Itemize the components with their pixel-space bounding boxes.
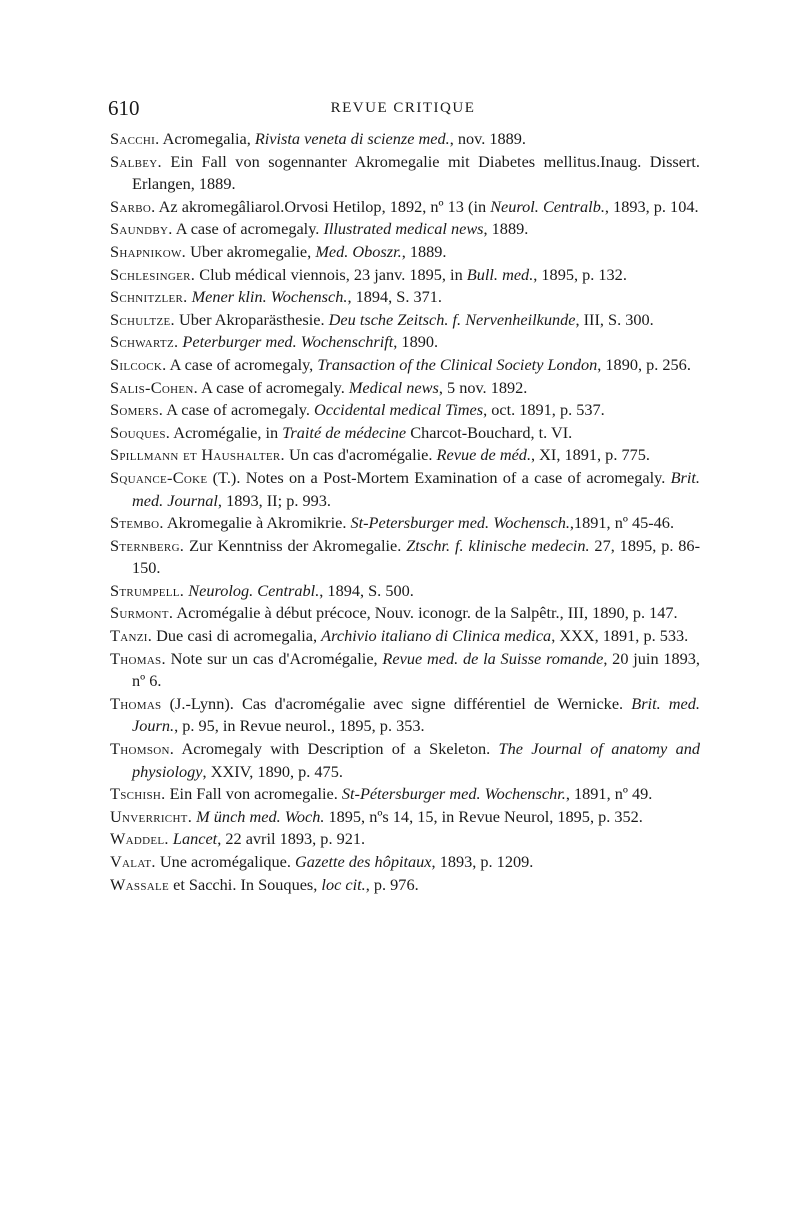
bibliography-entry [110, 241, 700, 264]
entry-rest: , p. 95, in Revue neurol., 1895, p. 353. [174, 716, 425, 736]
entry-title: Acromegaly with Description of a Skeleton. [174, 739, 499, 759]
entry-author: Tschish. [110, 784, 166, 804]
entry-journal: Traité de médecine [282, 422, 407, 442]
entry-author: Schwartz. [110, 332, 179, 352]
entry-rest: , 1893, p. 1209. [431, 852, 534, 871]
entry-author: Valat. [110, 852, 156, 871]
entry-title: Zur Kenntniss der Akromegalie. [184, 535, 407, 555]
entry-journal: The Journal of anatomy and physiology [132, 739, 700, 781]
entry-journal: Revue med. de la Suisse romande [382, 648, 604, 668]
entry-rest: , 1891, nº 49. [565, 784, 653, 804]
bibliography-entry [110, 309, 700, 332]
entry-journal: Medical news [348, 377, 439, 397]
bibliography-entry [110, 128, 700, 151]
bibliography-entry [110, 851, 700, 874]
entry-rest: 27, 1895, p. 86-150. [132, 535, 700, 578]
entry-journal: Peterburger med. Wochenschrift [182, 332, 394, 352]
entry-journal: Brit. med. Journ. [132, 693, 700, 736]
entry-author: Salbey. [110, 151, 162, 171]
entry-title: Az akromegâliarol.Orvosi Hetilop, 1892, nº 13 (in [155, 196, 491, 216]
entry-author: Silcock. [110, 354, 167, 374]
entry-rest: , 1890. [393, 332, 439, 352]
bibliography-entry [110, 580, 700, 603]
bibliography-entry [110, 625, 700, 648]
entry-journal: Transaction of the Clinical Society London [317, 354, 598, 374]
entry-author: Waddel. [110, 829, 169, 849]
entry-author: Stembo. [110, 513, 164, 533]
entry-rest: ,1891, nº 45-46. [569, 513, 675, 533]
entry-journal: Archivio italiano di Clinica medica [321, 626, 552, 646]
entry-journal: Neurol. Centralb. [490, 196, 605, 216]
entry-rest: , 1894, S. 500. [319, 580, 414, 600]
entry-journal: Deu tsche Zeitsch. f. Nervenheilkunde [328, 309, 576, 329]
entry-title: Note sur un cas d'Acromégalie, [165, 648, 383, 668]
entry-journal: Mener klin. Wochensch. [191, 287, 348, 307]
bibliography-entry [110, 264, 700, 287]
bibliography-entry [110, 828, 700, 851]
bibliography-entry [110, 444, 700, 467]
page-header [108, 96, 698, 122]
entry-author: Tanzi. [110, 626, 153, 646]
entry-journal: Bull. med. [466, 264, 534, 284]
entry-journal: Lancet [172, 829, 218, 849]
entry-author: Thomas. [110, 648, 166, 668]
bibliography-list [110, 128, 700, 896]
bibliography-entry [110, 783, 700, 806]
bibliography-entry [110, 535, 700, 580]
entry-journal: Ztschr. f. klinische medecin. [406, 535, 590, 555]
entry-author: Thomson. [110, 739, 175, 759]
bibliography-entry [110, 602, 700, 625]
entry-title: Une acromégalique. [155, 852, 295, 871]
entry-title: Due casi di acromegalia, [152, 626, 322, 646]
entry-rest: , 20 juin 1893, nº 6. [132, 648, 700, 691]
entry-title: A case of acromegaly. [198, 377, 349, 397]
entry-author: Souques. [110, 422, 171, 442]
bibliography-entry [110, 806, 700, 829]
entry-title: Acromégalie, in [170, 422, 283, 442]
entry-journal: Occidental medical Times [313, 400, 484, 420]
entry-rest: , oct. 1891, p. 537. [483, 400, 605, 420]
entry-title: A case of acromegaly. [172, 219, 324, 239]
entry-author: Sarbo. [110, 196, 156, 216]
entry-rest: , 22 avril 1893, p. 921. [217, 829, 366, 849]
entry-journal: Brit. med. Journal [132, 467, 700, 510]
entry-journal: Illustrated medical news [323, 219, 484, 239]
bibliography-entry [110, 399, 700, 422]
entry-rest: 1895, nºs 14, 15, in Revue Neurol, 1895, p. 352. [324, 806, 643, 826]
bibliography-entry [110, 874, 700, 897]
entry-author: Surmont. [110, 603, 174, 623]
entry-rest: , 1889. [483, 219, 529, 239]
entry-author: Wassale [110, 874, 170, 894]
entry-journal: Rivista veneta di scienze med. [254, 129, 450, 148]
entry-journal: Med. Oboszr. [315, 241, 402, 261]
entry-rest: Charcot-Bouchard, t. VI. [406, 422, 573, 442]
entry-title: et Sacchi. In Souques, [169, 874, 322, 894]
bibliography-entry [110, 467, 700, 512]
entry-rest: , p. 976. [365, 874, 419, 894]
entry-author: Saundby. [110, 219, 173, 239]
entry-author: Salis-Cohen. [110, 377, 199, 397]
bibliography-entry [110, 218, 700, 241]
entry-journal: Gazette des hôpitaux [294, 852, 432, 871]
bibliography-entry [110, 377, 700, 400]
entry-journal: St-Pétersburger med. Wochenschr. [341, 784, 566, 804]
entry-title: Uber Akroparästhesie. [174, 309, 329, 329]
entry-title: Ein Fall von sogennanter Akromegalie mit Diabetes mellitus.Inaug. Dissert. Erlangen, 1889. [132, 151, 700, 194]
bibliography-entry [110, 354, 700, 377]
entry-rest: , 1893, II; p. 993. [217, 490, 331, 510]
entry-title: A case of acromegaly, [166, 354, 318, 374]
bibliography-entry [110, 422, 700, 445]
entry-title: Ein Fall von acromegalie. [165, 784, 342, 804]
bibliography-entry [110, 693, 700, 738]
entry-rest: , 5 nov. 1892. [438, 377, 528, 397]
bibliography-entry [110, 648, 700, 693]
bibliography-entry [110, 286, 700, 309]
entry-author: Strumpell. [110, 580, 185, 600]
bibliography-entry [110, 196, 700, 219]
entry-author: Squance-Coke [110, 467, 208, 487]
entry-journal: loc cit. [321, 874, 366, 894]
entry-author: Schlesinger. [110, 264, 196, 284]
entry-author: Somers. [110, 400, 164, 420]
entry-title: (J.-Lynn). Cas d'acromégalie avec signe différentiel de Wernicke. [161, 693, 632, 713]
entry-title: Club médical viennois, 23 janv. 1895, in [195, 264, 467, 284]
entry-author: Shapnikow. [110, 241, 187, 261]
entry-title: Un cas d'acromégalie. [284, 445, 437, 465]
entry-journal: Neurolog. Centrabl. [188, 580, 320, 600]
bibliography-entry [110, 738, 700, 783]
entry-author: Spillmann et Haushalter. [110, 445, 285, 465]
entry-journal: St-Petersburger med. Wochensch. [350, 513, 570, 533]
entry-rest: , XI, 1891, p. 775. [531, 445, 650, 465]
entry-title: Acromegalia, [159, 129, 255, 148]
entry-title: Akromegalie à Akromikrie. [163, 513, 351, 533]
bibliography-entry [110, 331, 700, 354]
entry-rest: , III, S. 300. [575, 309, 654, 329]
running-head: REVUE CRITIQUE [330, 100, 476, 116]
entry-rest: , 1889. [401, 241, 447, 261]
entry-title: (T.). Notes on a Post-Mortem Examination of a case of acromegaly. [207, 467, 671, 487]
entry-title: Acromégalie à début précoce, Nouv. iconogr. de la Salpêtr., III, 1890, p. 147. [173, 603, 678, 623]
entry-rest: , XXX, 1891, p. 533. [551, 626, 689, 646]
entry-author: Thomas [110, 693, 162, 713]
entry-author: Schnitzler. [110, 287, 188, 307]
entry-journal: M ünch med. Woch. [196, 806, 325, 826]
bibliography-entry [110, 512, 700, 535]
entry-title: A case of acromegaly. [163, 400, 314, 420]
entry-author: Sternberg. [110, 535, 185, 555]
entry-author: Unverricht. [110, 806, 193, 826]
entry-journal: Revue de méd. [436, 445, 532, 465]
entry-rest: , XXIV, 1890, p. 475. [202, 761, 343, 781]
entry-rest: , 1894, S. 371. [347, 287, 442, 307]
entry-title: Uber akromegalie, [186, 241, 316, 261]
bibliography-entry [110, 151, 700, 196]
entry-rest: , nov. 1889. [449, 129, 526, 148]
entry-rest: , 1890, p. 256. [597, 354, 691, 374]
entry-author: Schultze. [110, 309, 175, 329]
entry-rest: , 1893, p. 104. [604, 196, 699, 216]
entry-rest: , 1895, p. 132. [533, 264, 627, 284]
entry-author: Sacchi. [110, 129, 160, 148]
page-number: 610 [108, 96, 140, 120]
